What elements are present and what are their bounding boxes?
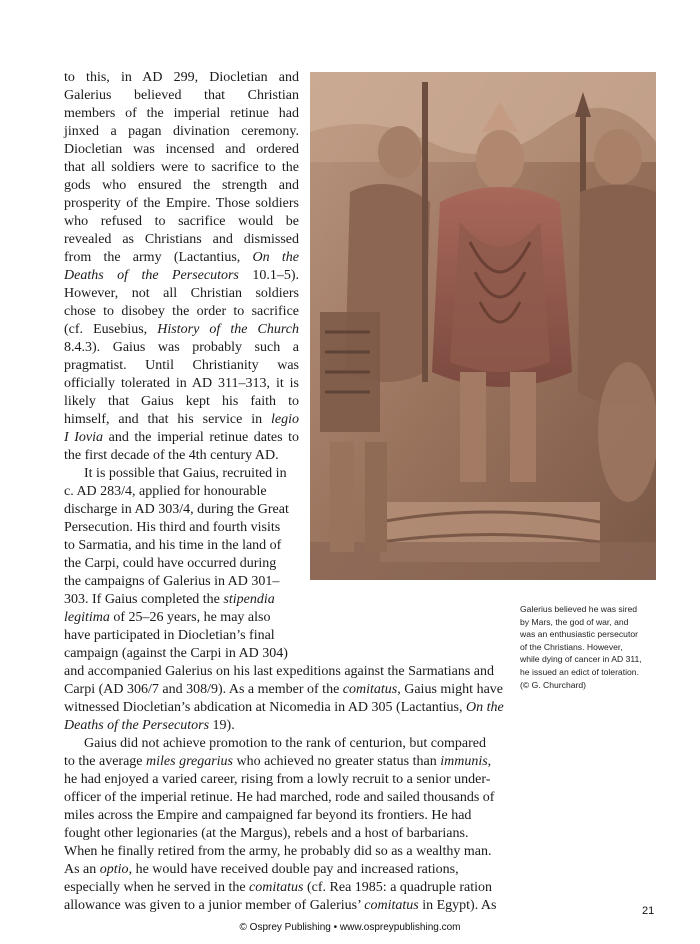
caption-line: of the Christians. However, xyxy=(520,641,623,652)
body-line: As an optio, he would have received double pay and increased rations, xyxy=(64,862,459,877)
body-line: Deaths of the Persecutors 10.1–5). xyxy=(64,268,300,283)
body-line: witnessed Diocletian’s abdication at Nicomedia in AD 305 (Lactantius, On the xyxy=(64,700,504,715)
body-line: Gaius did not achieve promotion to the rank of centurion, but compared xyxy=(84,736,487,751)
body-line: officially tolerated in AD 311–313, it is xyxy=(64,376,299,391)
body-line: discharge in AD 303/4, during the Great xyxy=(64,502,289,517)
body-line: that all soldiers were to sacrifice to the xyxy=(64,160,299,175)
body-line: prosperity of the Empire. Those soldiers xyxy=(64,196,299,211)
body-line: to this, in AD 299, Diocletian and xyxy=(64,70,299,85)
body-line: especially when he served in the comitatus (cf. Rea 1985: a quadruple ration xyxy=(64,880,493,895)
body-line: When he finally retired from the army, he probably did so as a wealthy man. xyxy=(64,844,492,859)
body-line: jinxed a pagan divination ceremony. xyxy=(64,124,299,139)
body-line: have participated in Diocletian’s final xyxy=(64,628,275,643)
body-line: who refused to sacrifice would be xyxy=(64,214,299,229)
body-line: to Sarmatia, and his time in the land of xyxy=(64,538,282,553)
body-line: the first decade of the 4th century AD. xyxy=(64,448,279,463)
body-line: miles across the Empire and campaigned far beyond its frontiers. He had xyxy=(64,808,472,823)
caption-line: while dying of cancer in AD 311, xyxy=(520,654,642,665)
body-line: Persecution. His third and fourth visits xyxy=(64,520,281,535)
body-line: chose to disobey the order to sacrifice xyxy=(64,304,299,319)
body-line: Carpi (AD 306/7 and 308/9). As a member of the comitatus, Gaius might have xyxy=(64,682,503,697)
body-line: (cf. Eusebius, History of the Church xyxy=(64,322,300,337)
body-line: gods who ensured the strength and xyxy=(64,178,299,193)
caption-line: he issued an edict of toleration. xyxy=(520,666,639,677)
body-line: campaign (against the Carpi in AD 304) xyxy=(64,646,288,661)
caption-line: by Mars, the god of war, and xyxy=(520,616,629,627)
body-line: likely that Gaius kept his faith to xyxy=(64,394,299,409)
relief-photograph xyxy=(310,72,656,580)
body-line: fought other legionaries (at the Margus), rebels and a host of barbarians. xyxy=(64,826,469,841)
page-number: 21 xyxy=(642,905,655,917)
caption-line: (© G. Churchard) xyxy=(520,679,587,690)
body-line: 8.4.3). Gaius was probably such a xyxy=(64,340,299,355)
body-line: from the army (Lactantius, On the xyxy=(64,250,300,265)
body-line: Galerius believed that Christian xyxy=(64,88,299,103)
body-line: It is possible that Gaius, recruited in xyxy=(84,466,287,481)
body-line: to the average miles gregarius who achieved no greater status than immunis, xyxy=(64,754,492,769)
caption-line: was an enthusiastic persecutor xyxy=(520,629,638,640)
image-caption xyxy=(520,603,678,691)
body-line: Deaths of the Persecutors 19). xyxy=(64,718,235,733)
publisher-footer: © Osprey Publishing • www.ospreypublishing.com xyxy=(239,922,461,933)
body-line: and accompanied Galerius on his last expeditions against the Sarmatians and xyxy=(64,664,494,679)
body-line: the Carpi, could have occurred during xyxy=(64,556,277,571)
body-line: However, not all Christian soldiers xyxy=(64,286,299,301)
body-line: officer of the imperial retinue. He had marched, rode and sailed thousands of xyxy=(64,790,495,805)
body-line: members of the imperial retinue had xyxy=(64,106,299,121)
body-line: legitima of 25–26 years, he may also xyxy=(64,610,271,625)
caption-line: Galerius believed he was sired xyxy=(520,604,638,614)
body-line: the campaigns of Galerius in AD 301– xyxy=(64,574,280,589)
body-line: he had enjoyed a varied career, rising from a lowly recruit to a senior under- xyxy=(64,772,491,787)
body-line: himself, and that his service in legio xyxy=(64,412,299,427)
body-line: Diocletian was incensed and ordered xyxy=(64,142,299,157)
body-line: allowance was given to a junior member of Galerius’ comitatus in Egypt). As xyxy=(64,898,497,913)
body-line: pragmatist. Until Christianity was xyxy=(64,358,299,373)
body-line: c. AD 283/4, applied for honourable xyxy=(64,484,267,499)
body-line: 303. If Gaius completed the stipendia xyxy=(64,592,275,607)
body-line: I Iovia and the imperial retinue dates to xyxy=(64,430,300,445)
body-line: revealed as Christians and dismissed xyxy=(64,232,299,247)
